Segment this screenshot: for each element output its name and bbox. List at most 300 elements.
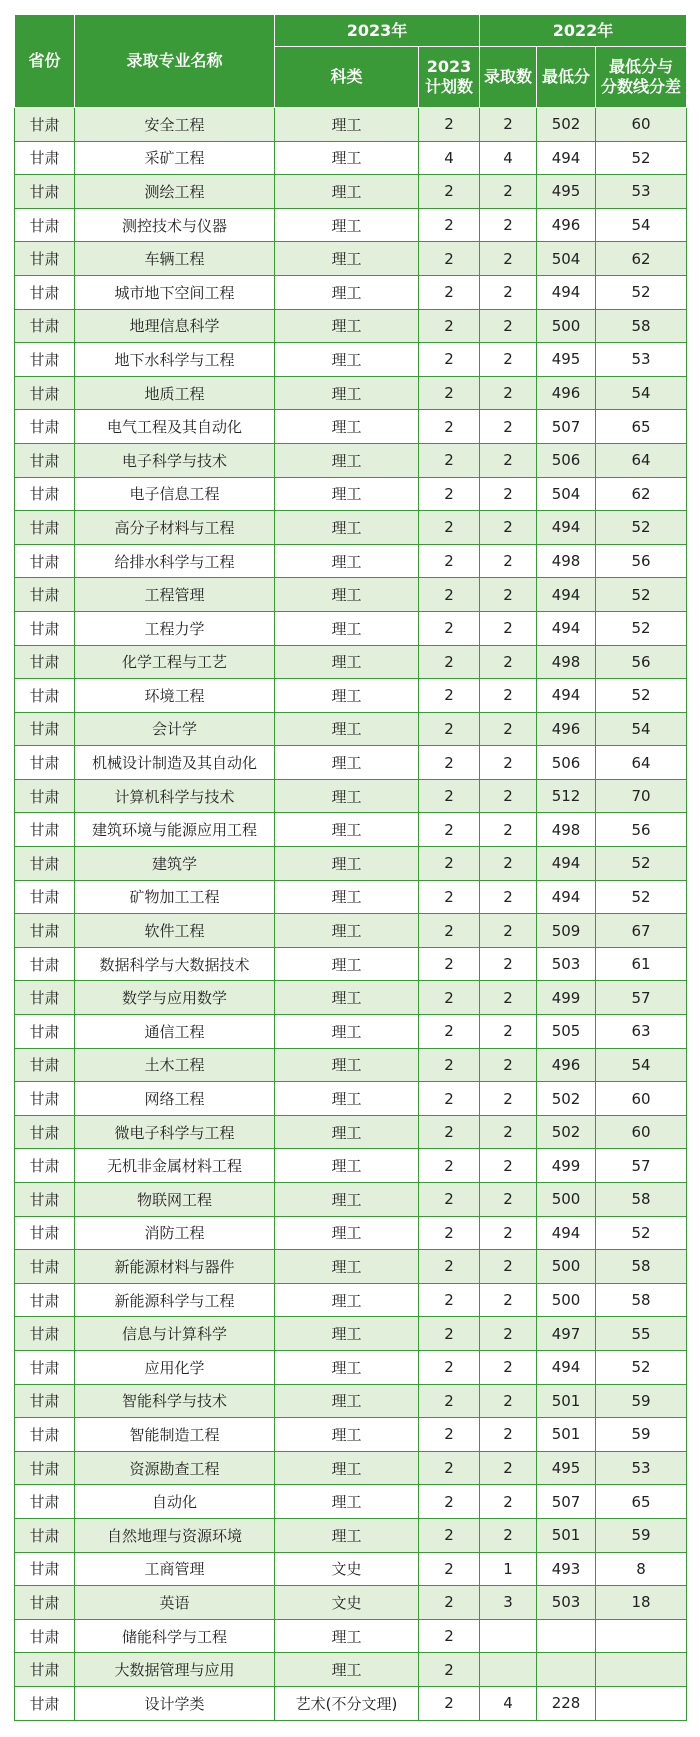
table-row <box>15 1485 687 1519</box>
min-score-cell: 494 <box>537 611 596 645</box>
table-row <box>15 813 687 847</box>
table-row <box>15 1619 687 1653</box>
category-cell: 理工 <box>275 679 419 713</box>
category-cell: 理工 <box>275 343 419 377</box>
admitted-cell: 2 <box>480 779 537 813</box>
major-cell: 资源勘查工程 <box>75 1451 275 1485</box>
category-cell: 理工 <box>275 847 419 881</box>
plan-cell: 2 <box>419 914 480 948</box>
table-row <box>15 1283 687 1317</box>
min-score-cell: 495 <box>537 343 596 377</box>
plan-cell: 2 <box>419 1048 480 1082</box>
table-row <box>15 376 687 410</box>
admitted-cell: 2 <box>480 1485 537 1519</box>
min-score-cell: 499 <box>537 981 596 1015</box>
table-row <box>15 1115 687 1149</box>
diff-cell: 64 <box>596 443 687 477</box>
table-row <box>15 1418 687 1452</box>
table-row <box>15 679 687 713</box>
min-score-cell: 494 <box>537 275 596 309</box>
province-cell: 甘肃 <box>15 1183 75 1217</box>
admitted-cell: 2 <box>480 477 537 511</box>
major-cell: 消防工程 <box>75 1216 275 1250</box>
min-score-cell: 501 <box>537 1384 596 1418</box>
plan-cell: 2 <box>419 1015 480 1049</box>
category-cell: 理工 <box>275 1250 419 1284</box>
category-cell: 理工 <box>275 108 419 142</box>
category-cell: 理工 <box>275 947 419 981</box>
major-cell: 电子信息工程 <box>75 477 275 511</box>
major-cell: 微电子科学与工程 <box>75 1115 275 1149</box>
province-cell: 甘肃 <box>15 141 75 175</box>
plan-cell: 2 <box>419 1115 480 1149</box>
category-cell: 文史 <box>275 1552 419 1586</box>
diff-cell: 58 <box>596 309 687 343</box>
major-cell: 软件工程 <box>75 914 275 948</box>
plan-cell: 2 <box>419 1518 480 1552</box>
major-cell: 建筑环境与能源应用工程 <box>75 813 275 847</box>
admitted-cell: 2 <box>480 443 537 477</box>
header-score-diff: 最低分与 分数线分差 <box>596 47 687 108</box>
admitted-cell: 2 <box>480 611 537 645</box>
diff-cell: 52 <box>596 679 687 713</box>
province-cell: 甘肃 <box>15 544 75 578</box>
plan-cell: 2 <box>419 679 480 713</box>
plan-cell: 2 <box>419 108 480 142</box>
major-cell: 高分子材料与工程 <box>75 511 275 545</box>
province-cell: 甘肃 <box>15 175 75 209</box>
plan-cell: 2 <box>419 1216 480 1250</box>
table-row <box>15 1317 687 1351</box>
category-cell: 文史 <box>275 1586 419 1620</box>
table-row <box>15 746 687 780</box>
table-row <box>15 880 687 914</box>
admitted-cell: 2 <box>480 309 537 343</box>
major-cell: 安全工程 <box>75 108 275 142</box>
min-score-cell: 494 <box>537 511 596 545</box>
admitted-cell: 2 <box>480 108 537 142</box>
diff-cell <box>596 1653 687 1687</box>
province-cell: 甘肃 <box>15 578 75 612</box>
category-cell: 理工 <box>275 746 419 780</box>
plan-cell: 2 <box>419 309 480 343</box>
category-cell: 理工 <box>275 477 419 511</box>
header-admitted: 录取数 <box>480 47 537 108</box>
province-cell: 甘肃 <box>15 1653 75 1687</box>
plan-cell: 2 <box>419 947 480 981</box>
table-row <box>15 1250 687 1284</box>
table-row <box>15 544 687 578</box>
province-cell: 甘肃 <box>15 1250 75 1284</box>
table-row <box>15 242 687 276</box>
min-score-cell: 494 <box>537 1216 596 1250</box>
major-cell: 给排水科学与工程 <box>75 544 275 578</box>
plan-cell: 2 <box>419 1183 480 1217</box>
min-score-cell: 495 <box>537 175 596 209</box>
major-cell: 测绘工程 <box>75 175 275 209</box>
category-cell: 理工 <box>275 242 419 276</box>
province-cell: 甘肃 <box>15 981 75 1015</box>
category-cell: 理工 <box>275 1015 419 1049</box>
admitted-cell: 2 <box>480 880 537 914</box>
admitted-cell: 2 <box>480 1115 537 1149</box>
category-cell: 理工 <box>275 1619 419 1653</box>
diff-cell: 54 <box>596 376 687 410</box>
diff-cell <box>596 1686 687 1720</box>
diff-cell: 63 <box>596 1015 687 1049</box>
province-cell: 甘肃 <box>15 1485 75 1519</box>
min-score-cell: 228 <box>537 1686 596 1720</box>
diff-cell: 58 <box>596 1250 687 1284</box>
province-cell: 甘肃 <box>15 275 75 309</box>
province-cell: 甘肃 <box>15 443 75 477</box>
min-score-cell: 507 <box>537 1485 596 1519</box>
plan-cell: 2 <box>419 1485 480 1519</box>
diff-cell: 59 <box>596 1418 687 1452</box>
diff-cell: 65 <box>596 410 687 444</box>
admitted-cell: 2 <box>480 1015 537 1049</box>
diff-cell: 56 <box>596 645 687 679</box>
category-cell: 理工 <box>275 645 419 679</box>
min-score-cell: 495 <box>537 1451 596 1485</box>
admitted-cell: 2 <box>480 1149 537 1183</box>
plan-cell: 2 <box>419 981 480 1015</box>
min-score-cell: 494 <box>537 1350 596 1384</box>
admitted-cell: 2 <box>480 1518 537 1552</box>
province-cell: 甘肃 <box>15 208 75 242</box>
major-cell: 新能源材料与器件 <box>75 1250 275 1284</box>
min-score-cell: 504 <box>537 242 596 276</box>
diff-cell: 65 <box>596 1485 687 1519</box>
plan-cell: 2 <box>419 208 480 242</box>
category-cell: 理工 <box>275 1183 419 1217</box>
plan-cell: 2 <box>419 511 480 545</box>
min-score-cell: 500 <box>537 309 596 343</box>
diff-cell: 57 <box>596 981 687 1015</box>
major-cell: 测控技术与仪器 <box>75 208 275 242</box>
plan-cell: 2 <box>419 1317 480 1351</box>
admitted-cell: 2 <box>480 1283 537 1317</box>
admitted-cell: 2 <box>480 1216 537 1250</box>
plan-cell: 2 <box>419 1686 480 1720</box>
admitted-cell: 2 <box>480 410 537 444</box>
min-score-cell: 497 <box>537 1317 596 1351</box>
province-cell: 甘肃 <box>15 746 75 780</box>
table-row <box>15 1015 687 1049</box>
header-category: 科类 <box>275 47 419 108</box>
min-score-cell: 493 <box>537 1552 596 1586</box>
admitted-cell <box>480 1653 537 1687</box>
category-cell: 理工 <box>275 275 419 309</box>
admission-table-container <box>14 14 686 1721</box>
table-row <box>15 1653 687 1687</box>
table-row <box>15 1183 687 1217</box>
plan-cell: 2 <box>419 376 480 410</box>
plan-cell: 2 <box>419 645 480 679</box>
diff-cell: 52 <box>596 578 687 612</box>
admitted-cell: 2 <box>480 813 537 847</box>
header-major: 录取专业名称 <box>75 15 275 108</box>
major-cell: 城市地下空间工程 <box>75 275 275 309</box>
table-body <box>15 108 687 1721</box>
diff-cell: 55 <box>596 1317 687 1351</box>
category-cell: 艺术(不分文理) <box>275 1686 419 1720</box>
plan-cell: 2 <box>419 275 480 309</box>
major-cell: 地质工程 <box>75 376 275 410</box>
major-cell: 建筑学 <box>75 847 275 881</box>
major-cell: 新能源科学与工程 <box>75 1283 275 1317</box>
table-row <box>15 611 687 645</box>
min-score-cell: 500 <box>537 1283 596 1317</box>
table-row <box>15 1451 687 1485</box>
plan-cell: 2 <box>419 1350 480 1384</box>
plan-cell: 2 <box>419 1552 480 1586</box>
major-cell: 无机非金属材料工程 <box>75 1149 275 1183</box>
diff-cell: 52 <box>596 141 687 175</box>
admitted-cell: 2 <box>480 847 537 881</box>
table-row <box>15 309 687 343</box>
plan-cell: 2 <box>419 1149 480 1183</box>
admitted-cell: 2 <box>480 1048 537 1082</box>
diff-cell: 18 <box>596 1586 687 1620</box>
table-row <box>15 1149 687 1183</box>
min-score-cell: 498 <box>537 813 596 847</box>
min-score-cell: 494 <box>537 880 596 914</box>
admitted-cell: 2 <box>480 947 537 981</box>
plan-cell: 2 <box>419 242 480 276</box>
major-cell: 数学与应用数学 <box>75 981 275 1015</box>
major-cell: 设计学类 <box>75 1686 275 1720</box>
diff-cell: 56 <box>596 544 687 578</box>
plan-cell: 2 <box>419 1082 480 1116</box>
admitted-cell: 4 <box>480 141 537 175</box>
major-cell: 土木工程 <box>75 1048 275 1082</box>
major-cell: 矿物加工工程 <box>75 880 275 914</box>
category-cell: 理工 <box>275 309 419 343</box>
diff-cell: 52 <box>596 611 687 645</box>
admitted-cell: 2 <box>480 981 537 1015</box>
province-cell: 甘肃 <box>15 1115 75 1149</box>
plan-cell: 2 <box>419 813 480 847</box>
diff-cell: 60 <box>596 1115 687 1149</box>
major-cell: 会计学 <box>75 712 275 746</box>
category-cell: 理工 <box>275 376 419 410</box>
diff-cell: 61 <box>596 947 687 981</box>
province-cell: 甘肃 <box>15 1015 75 1049</box>
category-cell: 理工 <box>275 443 419 477</box>
min-score-cell: 503 <box>537 1586 596 1620</box>
major-cell: 应用化学 <box>75 1350 275 1384</box>
table-row <box>15 343 687 377</box>
diff-cell: 64 <box>596 746 687 780</box>
province-cell: 甘肃 <box>15 1149 75 1183</box>
admitted-cell: 2 <box>480 1082 537 1116</box>
admitted-cell: 1 <box>480 1552 537 1586</box>
header-min-score: 最低分 <box>537 47 596 108</box>
min-score-cell: 502 <box>537 1082 596 1116</box>
category-cell: 理工 <box>275 1418 419 1452</box>
province-cell: 甘肃 <box>15 1552 75 1586</box>
major-cell: 智能制造工程 <box>75 1418 275 1452</box>
table-row <box>15 108 687 142</box>
diff-cell: 57 <box>596 1149 687 1183</box>
province-cell: 甘肃 <box>15 410 75 444</box>
admitted-cell: 2 <box>480 1350 537 1384</box>
plan-cell: 2 <box>419 343 480 377</box>
province-cell: 甘肃 <box>15 1384 75 1418</box>
province-cell: 甘肃 <box>15 947 75 981</box>
province-cell: 甘肃 <box>15 1283 75 1317</box>
admitted-cell: 2 <box>480 1250 537 1284</box>
min-score-cell: 496 <box>537 1048 596 1082</box>
admitted-cell: 2 <box>480 376 537 410</box>
province-cell: 甘肃 <box>15 1518 75 1552</box>
diff-cell: 58 <box>596 1283 687 1317</box>
category-cell: 理工 <box>275 813 419 847</box>
plan-cell: 2 <box>419 847 480 881</box>
admitted-cell: 2 <box>480 712 537 746</box>
major-cell: 采矿工程 <box>75 141 275 175</box>
province-cell: 甘肃 <box>15 1451 75 1485</box>
major-cell: 电气工程及其自动化 <box>75 410 275 444</box>
category-cell: 理工 <box>275 1451 419 1485</box>
min-score-cell: 502 <box>537 1115 596 1149</box>
plan-cell: 2 <box>419 611 480 645</box>
admitted-cell: 2 <box>480 1183 537 1217</box>
diff-cell: 53 <box>596 343 687 377</box>
min-score-cell: 505 <box>537 1015 596 1049</box>
min-score-cell: 494 <box>537 578 596 612</box>
category-cell: 理工 <box>275 175 419 209</box>
major-cell: 信息与计算科学 <box>75 1317 275 1351</box>
category-cell: 理工 <box>275 511 419 545</box>
table-row <box>15 847 687 881</box>
category-cell: 理工 <box>275 1216 419 1250</box>
plan-cell: 2 <box>419 578 480 612</box>
admitted-cell: 2 <box>480 175 537 209</box>
table-row <box>15 208 687 242</box>
table-row <box>15 477 687 511</box>
admitted-cell <box>480 1619 537 1653</box>
plan-cell: 2 <box>419 1653 480 1687</box>
table-row <box>15 1586 687 1620</box>
admitted-cell: 2 <box>480 578 537 612</box>
diff-cell: 54 <box>596 208 687 242</box>
table-row <box>15 1384 687 1418</box>
admitted-cell: 3 <box>480 1586 537 1620</box>
header-province: 省份 <box>15 15 75 108</box>
plan-cell: 2 <box>419 544 480 578</box>
admitted-cell: 2 <box>480 1384 537 1418</box>
diff-cell: 54 <box>596 712 687 746</box>
plan-cell: 4 <box>419 141 480 175</box>
admitted-cell: 2 <box>480 645 537 679</box>
table-row <box>15 645 687 679</box>
major-cell: 工程力学 <box>75 611 275 645</box>
major-cell: 大数据管理与应用 <box>75 1653 275 1687</box>
major-cell: 数据科学与大数据技术 <box>75 947 275 981</box>
admitted-cell: 2 <box>480 544 537 578</box>
plan-cell: 2 <box>419 746 480 780</box>
table-row <box>15 141 687 175</box>
major-cell: 环境工程 <box>75 679 275 713</box>
admission-table <box>14 14 687 1721</box>
province-cell: 甘肃 <box>15 1418 75 1452</box>
min-score-cell: 506 <box>537 746 596 780</box>
min-score-cell: 499 <box>537 1149 596 1183</box>
category-cell: 理工 <box>275 1485 419 1519</box>
plan-cell: 2 <box>419 880 480 914</box>
diff-cell: 54 <box>596 1048 687 1082</box>
table-row <box>15 175 687 209</box>
province-cell: 甘肃 <box>15 712 75 746</box>
table-row <box>15 511 687 545</box>
category-cell: 理工 <box>275 712 419 746</box>
major-cell: 地下水科学与工程 <box>75 343 275 377</box>
admitted-cell: 2 <box>480 1418 537 1452</box>
diff-cell: 62 <box>596 477 687 511</box>
plan-cell: 2 <box>419 1586 480 1620</box>
plan-cell: 2 <box>419 712 480 746</box>
category-cell: 理工 <box>275 1048 419 1082</box>
plan-cell: 2 <box>419 1418 480 1452</box>
diff-cell <box>596 1619 687 1653</box>
diff-cell: 53 <box>596 175 687 209</box>
plan-cell: 2 <box>419 1250 480 1284</box>
category-cell: 理工 <box>275 410 419 444</box>
category-cell: 理工 <box>275 1283 419 1317</box>
major-cell: 工商管理 <box>75 1552 275 1586</box>
min-score-cell <box>537 1653 596 1687</box>
province-cell: 甘肃 <box>15 376 75 410</box>
plan-cell: 2 <box>419 1384 480 1418</box>
category-cell: 理工 <box>275 578 419 612</box>
min-score-cell: 509 <box>537 914 596 948</box>
province-cell: 甘肃 <box>15 1619 75 1653</box>
plan-cell: 2 <box>419 410 480 444</box>
diff-cell: 52 <box>596 1350 687 1384</box>
min-score-cell: 496 <box>537 376 596 410</box>
major-cell: 储能科学与工程 <box>75 1619 275 1653</box>
category-cell: 理工 <box>275 1653 419 1687</box>
category-cell: 理工 <box>275 1384 419 1418</box>
min-score-cell: 501 <box>537 1518 596 1552</box>
category-cell: 理工 <box>275 1518 419 1552</box>
province-cell: 甘肃 <box>15 611 75 645</box>
diff-cell: 8 <box>596 1552 687 1586</box>
province-cell: 甘肃 <box>15 242 75 276</box>
province-cell: 甘肃 <box>15 880 75 914</box>
min-score-cell: 494 <box>537 141 596 175</box>
diff-cell: 59 <box>596 1384 687 1418</box>
major-cell: 自然地理与资源环境 <box>75 1518 275 1552</box>
province-cell: 甘肃 <box>15 1048 75 1082</box>
plan-cell: 2 <box>419 779 480 813</box>
table-row <box>15 1048 687 1082</box>
province-cell: 甘肃 <box>15 1082 75 1116</box>
diff-cell: 60 <box>596 1082 687 1116</box>
category-cell: 理工 <box>275 1115 419 1149</box>
min-score-cell: 512 <box>537 779 596 813</box>
major-cell: 计算机科学与技术 <box>75 779 275 813</box>
province-cell: 甘肃 <box>15 309 75 343</box>
category-cell: 理工 <box>275 914 419 948</box>
category-cell: 理工 <box>275 208 419 242</box>
table-row <box>15 1082 687 1116</box>
admitted-cell: 2 <box>480 275 537 309</box>
min-score-cell: 504 <box>537 477 596 511</box>
min-score-cell: 500 <box>537 1250 596 1284</box>
